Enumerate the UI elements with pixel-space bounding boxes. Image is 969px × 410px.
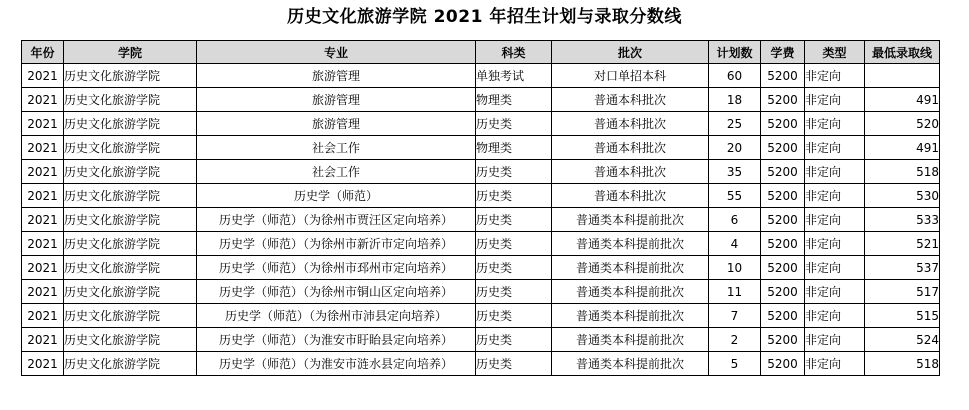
table-row: [22, 64, 940, 88]
year-cell: 2021: [22, 328, 64, 352]
column-header-college: 学院: [64, 41, 197, 64]
table-row: [22, 160, 940, 184]
year-cell: 2021: [22, 64, 64, 88]
major-cell: 历史学（师范）: [197, 184, 476, 208]
table-row: [22, 88, 940, 112]
subject-cell: 历史类: [476, 184, 552, 208]
table-row: [22, 184, 940, 208]
subject-cell: 物理类: [476, 88, 552, 112]
column-header-min-score: 最低录取线: [865, 41, 940, 64]
table-row: [22, 328, 940, 352]
type-cell: 非定向: [805, 256, 865, 280]
major-cell: 旅游管理: [197, 112, 476, 136]
major-cell: 历史学（师范）（为徐州市邳州市定向培养）: [197, 256, 476, 280]
tuition-cell: 5200: [761, 256, 805, 280]
batch-cell: 普通本科批次: [552, 136, 709, 160]
table-body: [22, 64, 940, 376]
batch-cell: 普通类本科提前批次: [552, 304, 709, 328]
subject-cell: 物理类: [476, 136, 552, 160]
subject-cell: 历史类: [476, 208, 552, 232]
subject-cell: 单独考试: [476, 64, 552, 88]
subject-cell: 历史类: [476, 160, 552, 184]
plan-count-cell: 2: [709, 328, 761, 352]
min-score-cell: 517: [865, 280, 940, 304]
plan-count-cell: 35: [709, 160, 761, 184]
min-score-cell: 491: [865, 88, 940, 112]
tuition-cell: 5200: [761, 232, 805, 256]
tuition-cell: 5200: [761, 136, 805, 160]
subject-cell: 历史类: [476, 232, 552, 256]
major-cell: 历史学（师范）（为淮安市涟水县定向培养）: [197, 352, 476, 376]
column-header-tuition: 学费: [761, 41, 805, 64]
college-cell: 历史文化旅游学院: [64, 328, 197, 352]
batch-cell: 普通本科批次: [552, 112, 709, 136]
year-cell: 2021: [22, 352, 64, 376]
plan-count-cell: 11: [709, 280, 761, 304]
type-cell: 非定向: [805, 208, 865, 232]
min-score-cell: 521: [865, 232, 940, 256]
batch-cell: 普通类本科提前批次: [552, 232, 709, 256]
batch-cell: 普通本科批次: [552, 160, 709, 184]
tuition-cell: 5200: [761, 160, 805, 184]
subject-cell: 历史类: [476, 328, 552, 352]
table-row: [22, 136, 940, 160]
batch-cell: 普通本科批次: [552, 184, 709, 208]
column-header-year: 年份: [22, 41, 64, 64]
column-header-subject: 科类: [476, 41, 552, 64]
major-cell: 历史学（师范）（为淮安市盱眙县定向培养）: [197, 328, 476, 352]
plan-count-cell: 55: [709, 184, 761, 208]
min-score-cell: 524: [865, 328, 940, 352]
type-cell: 非定向: [805, 304, 865, 328]
tuition-cell: 5200: [761, 208, 805, 232]
plan-count-cell: 60: [709, 64, 761, 88]
min-score-cell: [865, 64, 940, 88]
admission-table: [21, 40, 940, 376]
type-cell: 非定向: [805, 136, 865, 160]
subject-cell: 历史类: [476, 256, 552, 280]
major-cell: 历史学（师范）（为徐州市贾汪区定向培养）: [197, 208, 476, 232]
batch-cell: 普通类本科提前批次: [552, 280, 709, 304]
tuition-cell: 5200: [761, 112, 805, 136]
type-cell: 非定向: [805, 328, 865, 352]
major-cell: 旅游管理: [197, 64, 476, 88]
plan-count-cell: 6: [709, 208, 761, 232]
plan-count-cell: 5: [709, 352, 761, 376]
type-cell: 非定向: [805, 112, 865, 136]
college-cell: 历史文化旅游学院: [64, 88, 197, 112]
type-cell: 非定向: [805, 280, 865, 304]
college-cell: 历史文化旅游学院: [64, 136, 197, 160]
college-cell: 历史文化旅游学院: [64, 64, 197, 88]
year-cell: 2021: [22, 208, 64, 232]
plan-count-cell: 10: [709, 256, 761, 280]
batch-cell: 普通类本科提前批次: [552, 328, 709, 352]
year-cell: 2021: [22, 184, 64, 208]
table-row: [22, 280, 940, 304]
min-score-cell: 491: [865, 136, 940, 160]
tuition-cell: 5200: [761, 328, 805, 352]
table-header-row: [22, 41, 940, 64]
table-row: [22, 304, 940, 328]
tuition-cell: 5200: [761, 304, 805, 328]
column-header-major: 专业: [197, 41, 476, 64]
college-cell: 历史文化旅游学院: [64, 256, 197, 280]
year-cell: 2021: [22, 112, 64, 136]
batch-cell: 普通类本科提前批次: [552, 208, 709, 232]
tuition-cell: 5200: [761, 352, 805, 376]
college-cell: 历史文化旅游学院: [64, 232, 197, 256]
type-cell: 非定向: [805, 352, 865, 376]
year-cell: 2021: [22, 232, 64, 256]
plan-count-cell: 7: [709, 304, 761, 328]
min-score-cell: 518: [865, 352, 940, 376]
type-cell: 非定向: [805, 184, 865, 208]
year-cell: 2021: [22, 160, 64, 184]
min-score-cell: 515: [865, 304, 940, 328]
tuition-cell: 5200: [761, 184, 805, 208]
batch-cell: 普通类本科提前批次: [552, 256, 709, 280]
table-row: [22, 256, 940, 280]
min-score-cell: 520: [865, 112, 940, 136]
college-cell: 历史文化旅游学院: [64, 184, 197, 208]
major-cell: 历史学（师范）（为徐州市新沂市定向培养）: [197, 232, 476, 256]
subject-cell: 历史类: [476, 280, 552, 304]
type-cell: 非定向: [805, 232, 865, 256]
tuition-cell: 5200: [761, 88, 805, 112]
subject-cell: 历史类: [476, 352, 552, 376]
min-score-cell: 533: [865, 208, 940, 232]
table-row: [22, 232, 940, 256]
min-score-cell: 518: [865, 160, 940, 184]
min-score-cell: 537: [865, 256, 940, 280]
plan-count-cell: 18: [709, 88, 761, 112]
tuition-cell: 5200: [761, 64, 805, 88]
batch-cell: 普通本科批次: [552, 88, 709, 112]
table-row: [22, 112, 940, 136]
subject-cell: 历史类: [476, 112, 552, 136]
batch-cell: 普通类本科提前批次: [552, 352, 709, 376]
type-cell: 非定向: [805, 160, 865, 184]
year-cell: 2021: [22, 304, 64, 328]
college-cell: 历史文化旅游学院: [64, 280, 197, 304]
plan-count-cell: 25: [709, 112, 761, 136]
college-cell: 历史文化旅游学院: [64, 352, 197, 376]
plan-count-cell: 4: [709, 232, 761, 256]
year-cell: 2021: [22, 256, 64, 280]
major-cell: 历史学（师范）（为徐州市铜山区定向培养）: [197, 280, 476, 304]
type-cell: 非定向: [805, 88, 865, 112]
table-row: [22, 352, 940, 376]
college-cell: 历史文化旅游学院: [64, 208, 197, 232]
subject-cell: 历史类: [476, 304, 552, 328]
year-cell: 2021: [22, 88, 64, 112]
column-header-plan-count: 计划数: [709, 41, 761, 64]
column-header-type: 类型: [805, 41, 865, 64]
plan-count-cell: 20: [709, 136, 761, 160]
college-cell: 历史文化旅游学院: [64, 304, 197, 328]
year-cell: 2021: [22, 280, 64, 304]
column-header-batch: 批次: [552, 41, 709, 64]
table-row: [22, 208, 940, 232]
page-title: 历史文化旅游学院 2021 年招生计划与录取分数线: [287, 7, 682, 27]
type-cell: 非定向: [805, 64, 865, 88]
college-cell: 历史文化旅游学院: [64, 112, 197, 136]
major-cell: 旅游管理: [197, 88, 476, 112]
tuition-cell: 5200: [761, 280, 805, 304]
year-cell: 2021: [22, 136, 64, 160]
batch-cell: 对口单招本科: [552, 64, 709, 88]
major-cell: 历史学（师范）（为徐州市沛县定向培养）: [197, 304, 476, 328]
major-cell: 社会工作: [197, 160, 476, 184]
major-cell: 社会工作: [197, 136, 476, 160]
college-cell: 历史文化旅游学院: [64, 160, 197, 184]
min-score-cell: 530: [865, 184, 940, 208]
